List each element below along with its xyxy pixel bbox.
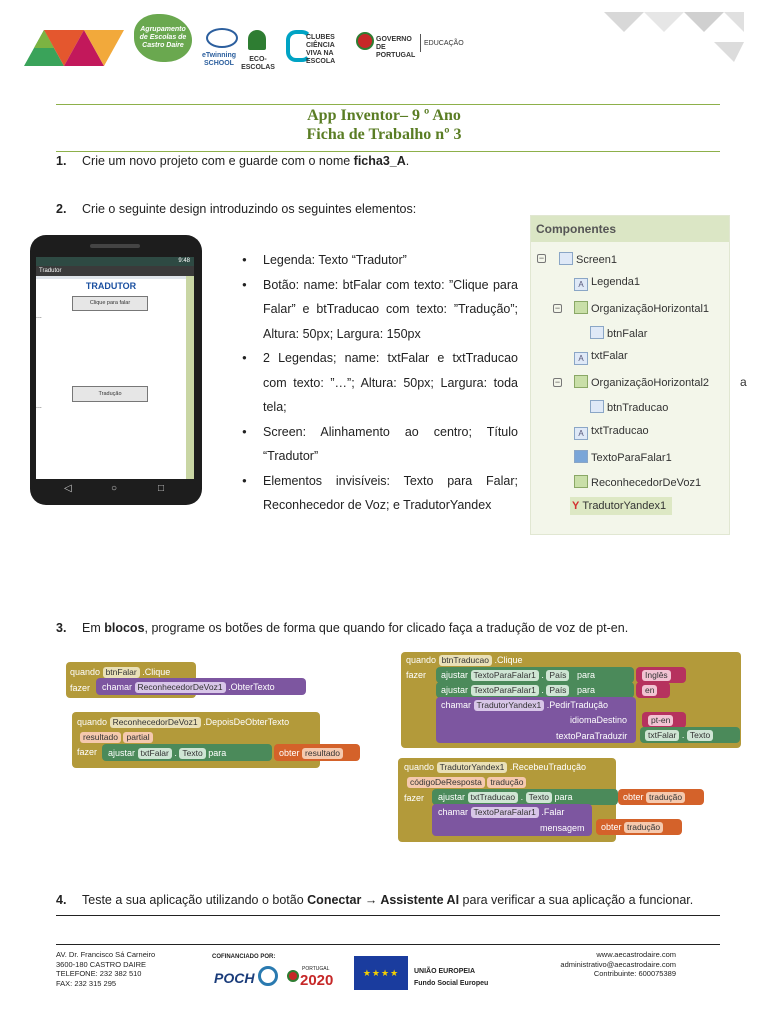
ciencia-viva-label: CLUBES CIÊNCIA VIVA NA ESCOLA xyxy=(306,34,336,65)
page-subtitle: Ficha de Trabalho nº 3 xyxy=(306,126,462,143)
block-label: chamar TextoParaFalar1 .Falar xyxy=(438,807,565,817)
etwinning-icon xyxy=(206,28,238,48)
fse-label: Fundo Social Europeu xyxy=(414,980,489,987)
comp-reconhecedor[interactable]: ReconhecedorDeVoz1 xyxy=(574,475,701,489)
bullet-item: ● 2 Legendas; name: txtFalar e txtTraducao com texto: ”…”; Altura: 50px; Largura: toda tela; xyxy=(240,346,518,420)
header-logos xyxy=(24,12,744,70)
block-params: códigoDeResposta tradução xyxy=(407,776,526,788)
school-logo-triangles-icon xyxy=(24,16,134,66)
comp-txtfalar[interactable]: A txtFalar xyxy=(574,350,628,365)
label-icon: A xyxy=(574,352,588,365)
element-list xyxy=(240,248,518,518)
phone-speaker xyxy=(90,244,140,248)
title-top-rule xyxy=(56,104,720,105)
eco-escolas-label: ECO-ESCOLAS xyxy=(241,56,275,71)
comp-txttraducao[interactable]: A txtTraducao xyxy=(574,425,649,440)
step4-rule xyxy=(56,915,720,916)
step-4: 4. Teste a sua aplicação utilizando o botão Conectar → Assistente AI para verificar a sua aplicação a funcionar. xyxy=(56,893,694,907)
block-label: ajustar TextoParaFalar1 . País para xyxy=(441,670,595,680)
yandex-icon: Y xyxy=(572,500,580,512)
block-params: resultado partial xyxy=(80,731,153,743)
status-time: 9:48 xyxy=(178,258,190,264)
eco-escolas-icon xyxy=(248,30,266,50)
governo-label: GOVERNO DE PORTUGAL xyxy=(376,36,416,59)
bullet-item: ● Legenda: Texto “Tradutor” xyxy=(240,248,518,273)
phone-divider xyxy=(36,276,186,279)
eu-label: UNIÃO EUROPEIA xyxy=(414,968,476,975)
block-fazer: fazer xyxy=(404,793,425,803)
comp-org-horizontal2[interactable]: OrganizaçãoHorizontal2 xyxy=(574,375,709,389)
block-fazer: fazer xyxy=(77,747,98,757)
phone-app-bar: Tradutor xyxy=(36,266,194,276)
phone-nav-bar xyxy=(36,479,194,499)
collapse-org2-icon[interactable]: − xyxy=(554,377,561,387)
footer-contacts: www.aecastrodaire.com administrativo@aecastrodaire.com Contribuinte: 600075389 xyxy=(560,950,676,978)
phone-screen-title: TRADUTOR xyxy=(85,281,137,291)
block-label: quando btnFalar .Clique xyxy=(70,667,171,677)
home-icon: ○ xyxy=(111,483,118,494)
block-label: quando TradutorYandex1 .RecebeuTradução xyxy=(404,762,587,772)
phone-status-bar xyxy=(36,257,194,266)
comp-screen1[interactable]: Screen1 xyxy=(559,252,617,266)
step-2: 2. Crie o seguinte design introduzindo os seguintes elementos: xyxy=(56,202,417,216)
bullet-item: ● Elementos invisíveis: Texto para Falar; Reconhecedor de Voz; e TradutorYandex xyxy=(240,469,518,518)
block-label: ajustar txtTraducao . Texto para xyxy=(438,792,573,802)
block-label: ajustar TextoParaFalar1 . País para xyxy=(441,685,595,695)
eu-flag-icon: ★★★★ xyxy=(354,956,408,990)
block-arg-label: textoParaTraduzir xyxy=(556,731,628,741)
block-label: quando btnTraducao .Clique xyxy=(406,655,523,665)
block-label: en xyxy=(642,684,657,696)
phone-mockup xyxy=(30,235,202,505)
label-icon: A xyxy=(574,278,588,291)
footer-rule xyxy=(56,944,720,945)
stray-letter: a xyxy=(740,375,747,389)
header-grey-triangles-icon xyxy=(604,12,744,62)
comp-btnfalar[interactable]: btnFalar xyxy=(590,326,647,340)
block-arg-label: idiomaDestino xyxy=(570,715,628,725)
back-icon: ◁ xyxy=(64,483,72,494)
step-1: 1. Crie um novo projeto com e guarde com o nome ficha3_A. xyxy=(56,154,410,168)
educacao-label: EDUCAÇÃO xyxy=(424,40,464,47)
phone-screen xyxy=(36,257,194,479)
poch-logo: POCH xyxy=(214,970,255,986)
block-label: chamar ReconhecedorDeVoz1 .ObterTexto xyxy=(102,682,275,692)
block-label: pt-en xyxy=(648,714,673,726)
block-label: obter tradução xyxy=(601,821,663,833)
phone-side-panel xyxy=(186,276,194,479)
step-3: 3. Em blocos, programe os botões de forma que quando for clicado faça a tradução de voz de pt-en. xyxy=(56,621,629,635)
cofinanciado-label: COFINANCIADO POR: xyxy=(212,954,276,960)
phone-txttraducao: ... xyxy=(36,403,42,410)
footer-address: AV. Dr. Francisco Sá Carneiro 3600-180 CASTRO DAIRE TELEFONE: 232 382 510 FAX: 232 315 295 xyxy=(56,950,156,988)
block-label: obter tradução xyxy=(623,791,685,803)
speech-icon xyxy=(574,450,588,463)
microphone-icon xyxy=(574,475,588,488)
phone-txtfalar: ... xyxy=(36,313,42,320)
components-title: Componentes xyxy=(531,216,729,242)
block-label: ajustar txtFalar . Texto para xyxy=(108,748,227,758)
block-label: quando ReconhecedorDeVoz1 .DepoisDeObterTexto xyxy=(77,717,290,727)
comp-org-horizontal1[interactable]: OrganizaçãoHorizontal1 xyxy=(574,301,709,315)
bullet-item: ● Screen: Alinhamento ao centro; Título “Tradutor” xyxy=(240,420,518,469)
screen-icon xyxy=(559,252,573,265)
p2020-logo: 2020 xyxy=(300,972,334,989)
p2020-country: PORTUGAL xyxy=(302,966,330,972)
block-label: Inglês xyxy=(642,669,671,681)
comp-tradutor-yandex[interactable]: Y TradutorYandex1 xyxy=(570,497,672,515)
school-name: Agrupamento de Escolas de Castro Daire xyxy=(139,26,187,49)
block-label: txtFalar . Texto xyxy=(645,729,713,741)
block-arg-label: mensagem xyxy=(540,823,585,833)
comp-texto-para-falar[interactable]: TextoParaFalar1 xyxy=(574,450,672,464)
page-title: App Inventor– 9 º Ano xyxy=(307,107,461,124)
comp-legenda1[interactable]: A Legenda1 xyxy=(574,276,640,291)
phone-btn-falar[interactable]: Clique para falar xyxy=(72,296,148,311)
phone-btn-traducao[interactable]: Tradução xyxy=(72,386,148,402)
recents-icon: □ xyxy=(158,483,165,494)
logo-divider xyxy=(420,34,421,52)
comp-btntraducao[interactable]: btnTraducao xyxy=(590,400,668,414)
bullet-item: ● Botão: name: btFalar com texto: ”Clique para Falar” e btTraducao com texto: ”Tradução”; Altura: 50px; Largura: 150px xyxy=(240,273,518,347)
arrangement-icon xyxy=(574,301,588,314)
collapse-org1-icon[interactable]: − xyxy=(554,303,561,313)
block-label: chamar TradutorYandex1 .PedirTradução xyxy=(441,700,608,710)
button-icon xyxy=(590,400,604,413)
collapse-screen1-icon[interactable]: − xyxy=(538,253,545,263)
p2020-icon xyxy=(287,970,299,982)
portugal-shield-icon xyxy=(356,32,374,50)
etwinning-label: eTwinning SCHOOL xyxy=(201,52,237,67)
block-fazer: fazer xyxy=(406,670,427,680)
label-icon: A xyxy=(574,427,588,440)
poch-swirl-icon xyxy=(258,966,278,986)
block-label: obter resultado xyxy=(279,747,343,759)
title-bottom-rule xyxy=(56,151,720,152)
arrangement-icon xyxy=(574,375,588,388)
block-fazer: fazer xyxy=(70,683,91,693)
button-icon xyxy=(590,326,604,339)
